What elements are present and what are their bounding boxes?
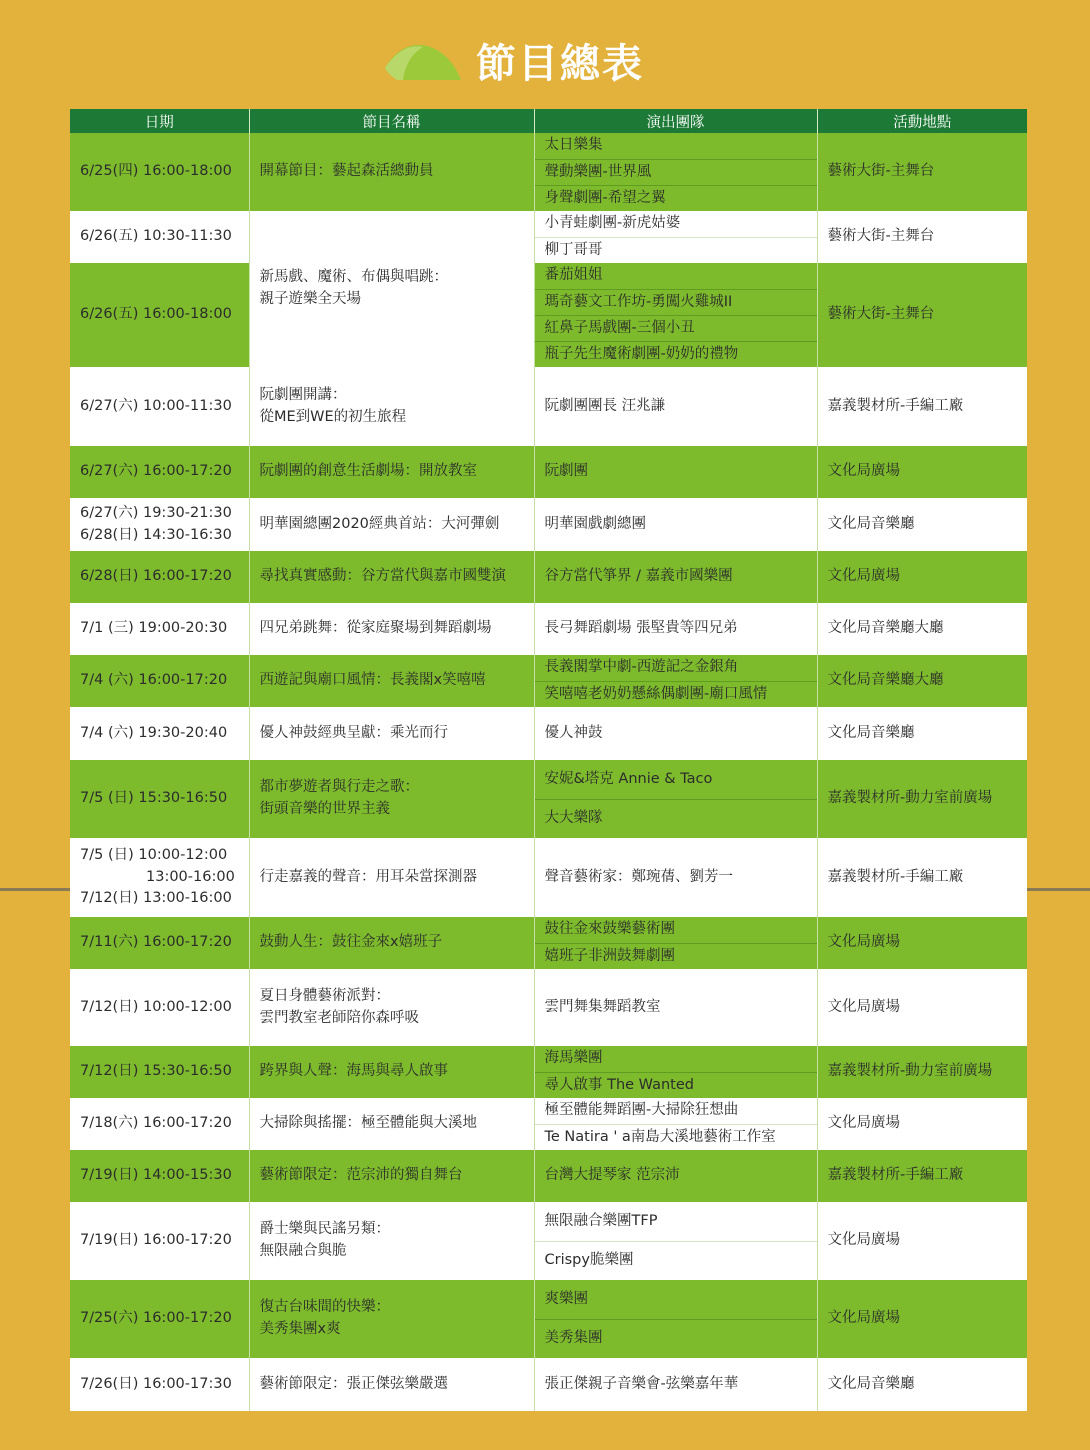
date-cell — [70, 1098, 249, 1150]
performers-cell — [534, 367, 817, 446]
program-line: 夏日身體藝術派對： — [259, 987, 390, 1004]
performer-line: 美秀集團 — [535, 1319, 817, 1358]
header-venue: 活動地點 — [817, 109, 1027, 133]
date-line: 6/26(五) 10:30-11:30 — [80, 228, 232, 245]
date-cell — [70, 1280, 249, 1358]
date-cell — [70, 1202, 249, 1280]
table-row — [70, 917, 1027, 969]
date-cell — [70, 446, 249, 498]
table-row — [70, 1202, 1027, 1280]
program-line: 優人神鼓經典呈獻：乘光而行 — [259, 724, 448, 741]
performer-line: 海馬樂團 — [544, 1050, 603, 1067]
venue-cell: 文化局廣場 — [817, 1202, 1027, 1280]
performer-line: 尋人啟事 The Wanted — [535, 1072, 817, 1098]
performer-line: Te Natira ' a南島大溪地藝術工作室 — [535, 1124, 817, 1150]
date-cell — [70, 367, 249, 446]
program-line: 阮劇團開講： — [259, 386, 347, 403]
date-cell — [70, 760, 249, 838]
performer-line: 谷方當代箏界 / 嘉義市國樂團 — [544, 568, 733, 585]
table-row — [70, 838, 1027, 917]
table-row — [70, 211, 1027, 263]
date-line: 7/19(日) 16:00-17:20 — [80, 1232, 232, 1249]
performer-line: 爽樂團 — [544, 1290, 588, 1307]
table-header-row — [70, 109, 1027, 133]
performers-cell — [534, 1098, 817, 1150]
performers-cell — [534, 263, 817, 367]
date-line: 6/26(五) 16:00-18:00 — [80, 306, 232, 323]
performers-cell — [534, 498, 817, 551]
venue-cell: 文化局音樂廳大廳 — [817, 655, 1027, 707]
date-line: 6/28(日) 16:00-17:20 — [80, 568, 232, 585]
performer-line: 笑嘻嘻老奶奶懸絲偶劇團-廟口風情 — [535, 681, 817, 707]
date-line: 6/27(六) 19:30-21:30 — [80, 504, 232, 521]
performers-cell — [534, 917, 817, 969]
performer-line: 極至體能舞蹈團-大掃除狂想曲 — [544, 1102, 739, 1119]
performer-line: 安妮&塔克 Annie & Taco — [544, 770, 713, 787]
header-date: 日期 — [70, 109, 249, 133]
performer-line: 優人神鼓 — [544, 724, 603, 741]
performer-line: 長義閣掌中劇-西遊記之金銀角 — [544, 659, 739, 676]
program-line: 阮劇團的創意生活劇場：開放教室 — [259, 463, 477, 480]
table-row — [70, 1098, 1027, 1150]
table-row — [70, 969, 1027, 1046]
program-cell — [249, 133, 534, 211]
program-cell — [249, 655, 534, 707]
program-cell — [249, 446, 534, 498]
performers-cell — [534, 1150, 817, 1202]
program-cell — [249, 1202, 534, 1280]
performers-cell — [534, 969, 817, 1046]
date-line: 6/27(六) 10:00-11:30 — [80, 397, 232, 414]
table-row — [70, 1280, 1027, 1358]
program-line: 藝術節限定：張正傑弦樂嚴選 — [259, 1375, 448, 1392]
program-line: 西遊記與廟口風情：長義閣x笑嘻嘻 — [259, 672, 486, 689]
performer-line: 柳丁哥哥 — [535, 237, 817, 263]
table-row — [70, 551, 1027, 603]
date-cell — [70, 917, 249, 969]
date-cell — [70, 603, 249, 655]
date-line: 7/12(日) 13:00-16:00 — [80, 890, 232, 907]
performer-line: 身聲劇團-希望之翼 — [535, 185, 817, 211]
venue-cell: 嘉義製材所-動力室前廣場 — [817, 760, 1027, 838]
date-line: 7/4 (六) 16:00-17:20 — [80, 672, 228, 689]
venue-cell: 藝術大街-主舞台 — [817, 263, 1027, 367]
page-title: 節目總表 — [476, 41, 644, 87]
program-cell — [249, 1150, 534, 1202]
performers-cell — [534, 655, 817, 707]
date-cell — [70, 133, 249, 211]
program-line: 尋找真實感動：谷方當代與嘉市國雙演 — [259, 568, 506, 585]
date-cell — [70, 498, 249, 551]
date-cell — [70, 211, 249, 263]
performer-line: 瓶子先生魔術劇團-奶奶的禮物 — [535, 341, 817, 367]
program-line: 親子遊樂全天場 — [259, 291, 361, 307]
performer-line: 紅鼻子馬戲團-三個小丑 — [535, 315, 817, 341]
date-cell — [70, 551, 249, 603]
date-cell — [70, 263, 249, 367]
performers-cell — [534, 1358, 817, 1411]
date-cell — [70, 707, 249, 760]
schedule-table — [70, 109, 1027, 1411]
date-line: 7/26(日) 16:00-17:30 — [80, 1375, 232, 1392]
mountain-icon — [383, 38, 463, 82]
venue-cell: 文化局廣場 — [817, 1280, 1027, 1358]
program-cell — [249, 367, 534, 446]
program-line: 藝術節限定：范宗沛的獨自舞台 — [259, 1167, 463, 1184]
date-line: 7/1 (三) 19:00-20:30 — [80, 620, 228, 637]
header-performers: 演出團隊 — [534, 109, 817, 133]
side-rule-right — [1027, 888, 1090, 891]
date-line: 7/12(日) 15:30-16:50 — [80, 1063, 232, 1080]
program-line: 雲門教室老師陪你森呼吸 — [259, 1009, 419, 1026]
table-row — [70, 707, 1027, 760]
date-cell — [70, 1150, 249, 1202]
date-line: 7/4 (六) 19:30-20:40 — [80, 724, 228, 741]
program-line: 復古台味間的快樂： — [259, 1299, 390, 1316]
performer-line: 阮劇團團長 汪兆謙 — [544, 397, 666, 414]
venue-cell: 文化局音樂廳 — [817, 498, 1027, 551]
program-line: 新馬戲、魔術、布偶與唱跳： — [259, 269, 448, 286]
program-line: 街頭音樂的世界主義 — [259, 801, 390, 817]
date-line: 7/12(日) 10:00-12:00 — [80, 998, 232, 1015]
performers-cell — [534, 760, 817, 838]
date-line: 7/19(日) 14:00-15:30 — [80, 1167, 232, 1184]
performer-line: 聲動樂團-世界風 — [535, 159, 817, 185]
venue-cell: 文化局廣場 — [817, 917, 1027, 969]
program-line: 爵士樂與民謠另類： — [259, 1221, 390, 1238]
table-row — [70, 1358, 1027, 1411]
table-row — [70, 655, 1027, 707]
venue-cell: 文化局廣場 — [817, 551, 1027, 603]
venue-cell: 文化局廣場 — [817, 969, 1027, 1046]
program-cell — [249, 211, 534, 367]
date-line: 7/5 (日) 15:30-16:50 — [80, 790, 228, 807]
venue-cell: 文化局音樂廳大廳 — [817, 603, 1027, 655]
performers-cell — [534, 446, 817, 498]
table-row — [70, 446, 1027, 498]
date-line: 7/11(六) 16:00-17:20 — [80, 934, 232, 951]
side-rule-left — [0, 888, 70, 891]
program-line: 從ME到WE的初生旅程 — [259, 408, 407, 425]
program-line: 開幕節目：藝起森活總動員 — [259, 163, 434, 180]
date-line: 6/25(四) 16:00-18:00 — [80, 163, 232, 180]
program-line: 四兄弟跳舞：從家庭聚場到舞蹈劇場 — [259, 620, 492, 637]
table-row — [70, 498, 1027, 551]
program-line: 無限融合與脆 — [259, 1243, 347, 1259]
date-cell — [70, 969, 249, 1046]
program-line: 都市夢遊者與行走之歌： — [259, 779, 419, 796]
program-cell — [249, 1280, 534, 1358]
date-cell — [70, 1046, 249, 1098]
performer-line: Crispy脆樂團 — [535, 1241, 817, 1280]
performer-line: 太日樂集 — [544, 137, 603, 154]
date-line: 7/5 (日) 10:00-12:00 — [80, 846, 228, 863]
venue-cell: 嘉義製材所-手編工廠 — [817, 1150, 1027, 1202]
performers-cell — [534, 551, 817, 603]
date-line: 13:00-16:00 — [146, 868, 235, 885]
performer-line: 嬉班子非洲鼓舞劇團 — [535, 943, 817, 969]
program-cell — [249, 969, 534, 1046]
date-cell — [70, 838, 249, 917]
performer-line: 小青蛙劇團-新虎姑婆 — [544, 215, 681, 232]
venue-cell: 文化局音樂廳 — [817, 707, 1027, 760]
venue-cell: 文化局音樂廳 — [817, 1358, 1027, 1411]
performers-cell — [534, 838, 817, 917]
date-line: 6/27(六) 16:00-17:20 — [80, 463, 232, 480]
table-row — [70, 263, 1027, 367]
performer-line: 聲音藝術家：鄭琬蒨、劉芳一 — [544, 868, 733, 885]
program-line: 美秀集團x爽 — [259, 1321, 341, 1337]
program-line: 大掃除與搖擺：極至體能與大溪地 — [259, 1115, 477, 1132]
performers-cell — [534, 1046, 817, 1098]
program-cell — [249, 551, 534, 603]
performer-line: 長弓舞蹈劇場 張堅貴等四兄弟 — [544, 620, 738, 637]
performer-line: 張正傑親子音樂會-弦樂嘉年華 — [544, 1375, 739, 1392]
program-cell — [249, 707, 534, 760]
date-line: 7/18(六) 16:00-17:20 — [80, 1115, 232, 1132]
performers-cell — [534, 211, 817, 263]
program-line: 行走嘉義的聲音：用耳朵當探測器 — [259, 868, 477, 885]
performer-line: 大大樂隊 — [535, 799, 817, 838]
program-cell — [249, 1358, 534, 1411]
performers-cell — [534, 603, 817, 655]
performers-cell — [534, 1280, 817, 1358]
venue-cell: 嘉義製材所-手編工廠 — [817, 838, 1027, 917]
venue-cell: 文化局廣場 — [817, 446, 1027, 498]
program-cell — [249, 838, 534, 917]
date-line: 7/25(六) 16:00-17:20 — [80, 1310, 232, 1327]
program-cell — [249, 1098, 534, 1150]
table-row — [70, 1046, 1027, 1098]
date-line: 6/28(日) 14:30-16:30 — [80, 526, 232, 543]
performer-line: 瑪奇藝文工作坊-勇闖火雞城II — [535, 289, 817, 315]
venue-cell: 藝術大街-主舞台 — [817, 133, 1027, 211]
date-cell — [70, 655, 249, 707]
table-row — [70, 760, 1027, 838]
table-row — [70, 367, 1027, 446]
performer-line: 鼓往金來鼓樂藝術團 — [544, 921, 675, 938]
program-line: 鼓動人生：鼓往金來x嬉班子 — [259, 934, 443, 951]
program-line: 明華園總團2020經典首站：大河彈劍 — [259, 515, 500, 532]
venue-cell: 嘉義製材所-手編工廠 — [817, 367, 1027, 446]
performer-line: 番茄姐姐 — [544, 267, 603, 284]
performer-line: 明華園戲劇總團 — [544, 515, 646, 532]
performer-line: 雲門舞集舞蹈教室 — [544, 998, 661, 1015]
page-header — [0, 28, 1090, 88]
performers-cell — [534, 133, 817, 211]
venue-cell: 藝術大街-主舞台 — [817, 211, 1027, 263]
program-cell — [249, 498, 534, 551]
program-line: 跨界與人聲：海馬與尋人啟事 — [259, 1063, 448, 1080]
table-row — [70, 133, 1027, 211]
performers-cell — [534, 707, 817, 760]
performers-cell — [534, 1202, 817, 1280]
performer-line: 無限融合樂團TFP — [544, 1212, 658, 1229]
performer-line: 台灣大提琴家 范宗沛 — [544, 1167, 680, 1184]
table-row — [70, 1150, 1027, 1202]
venue-cell: 文化局廣場 — [817, 1098, 1027, 1150]
program-cell — [249, 760, 534, 838]
program-cell — [249, 917, 534, 969]
venue-cell: 嘉義製材所-動力室前廣場 — [817, 1046, 1027, 1098]
header-program: 節目名稱 — [249, 109, 534, 133]
program-cell — [249, 603, 534, 655]
date-cell — [70, 1358, 249, 1411]
performer-line: 阮劇團 — [544, 463, 588, 480]
program-cell — [249, 1046, 534, 1098]
table-row — [70, 603, 1027, 655]
